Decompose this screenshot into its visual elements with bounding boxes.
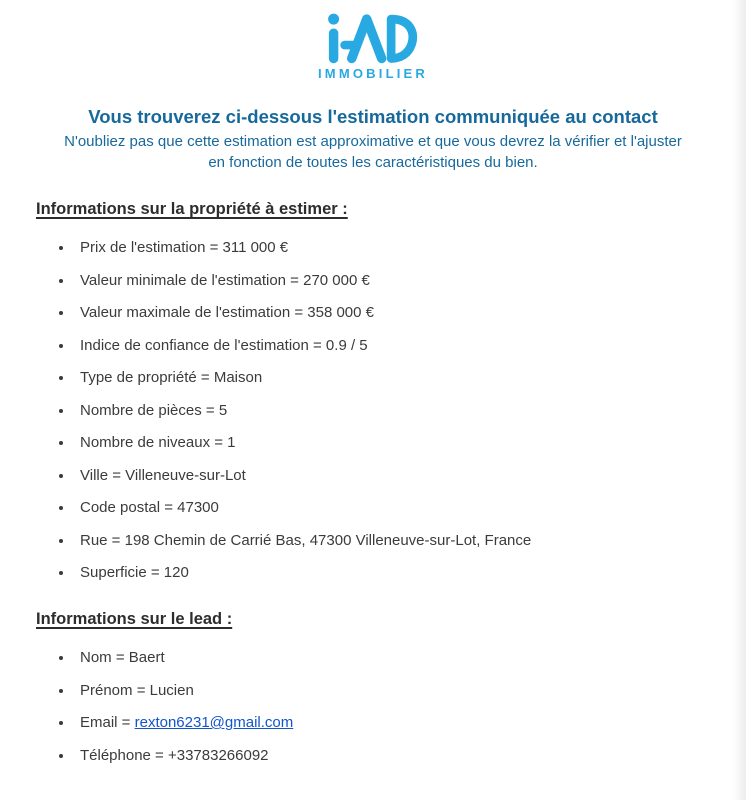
header-subtitle [0, 131, 746, 173]
lead-info-list [36, 648, 710, 766]
list-item: • Valeur maximale de l'estimation = 358 000 € [74, 303, 710, 323]
lead-section [36, 610, 710, 766]
email-label: Email = [80, 714, 135, 731]
logo-wordmark: IMMOBILIER [318, 66, 428, 81]
lead-section-heading: Informations sur le lead : [36, 610, 233, 628]
header-subtitle-line2: en fonction de toutes les caractéristiques du bien. [208, 154, 538, 171]
page-title: Vous trouverez ci-dessous l'estimation communiquée au contact [88, 106, 658, 127]
list-item: • Indice de confiance de l'estimation = 0.9 / 5 [74, 336, 710, 356]
list-item: • Type de propriété = Maison [74, 368, 710, 388]
list-item: • Nombre de niveaux = 1 [74, 433, 710, 453]
logo [0, 10, 746, 81]
list-item [74, 713, 710, 733]
email-link[interactable]: rexton6231@gmail.com [134, 714, 294, 731]
list-item: • Nombre de pièces = 5 [74, 401, 710, 421]
list-item: • Téléphone = +33783266092 [74, 746, 710, 766]
list-item: • Valeur minimale de l'estimation = 270 000 € [74, 271, 710, 291]
list-item: • Code postal = 47300 [74, 498, 710, 518]
list-item: • Prénom = Lucien [74, 681, 710, 701]
list-item: • Superficie = 120 [74, 563, 710, 583]
iad-logo-icon [314, 12, 432, 64]
property-info-list [36, 238, 710, 583]
list-item: • Nom = Baert [74, 648, 710, 668]
list-item: • Prix de l'estimation = 311 000 € [74, 238, 710, 258]
property-section [36, 200, 710, 583]
list-item: • Ville = Villeneuve-sur-Lot [74, 466, 710, 486]
header [0, 105, 746, 173]
property-section-heading: Informations sur la propriété à estimer : [36, 200, 348, 218]
list-item: • Rue = 198 Chemin de Carrié Bas, 47300 Villeneuve-sur-Lot, France [74, 531, 710, 551]
header-subtitle-line1: N'oubliez pas que cette estimation est approximative et que vous devrez la vérifier et l'ajuster [64, 133, 682, 150]
